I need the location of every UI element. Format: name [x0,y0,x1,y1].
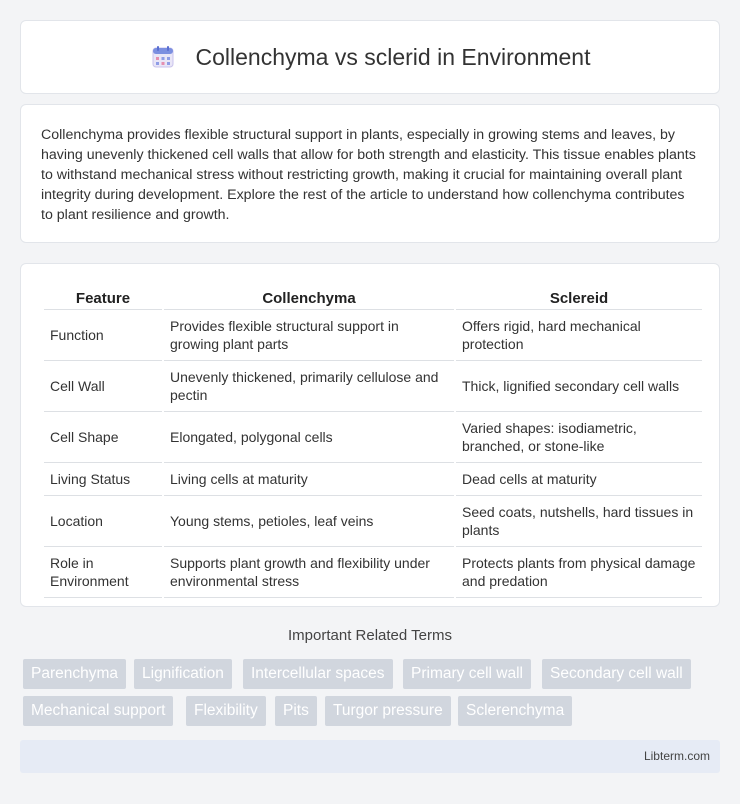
table-header-row [44,285,702,310]
table-cell: Dead cells at maturity [456,463,702,496]
tag-parenchyma[interactable]: Parenchyma [23,659,126,689]
table-cell: Cell Shape [44,412,162,463]
comparison-card [20,263,720,607]
table-cell: Unevenly thickened, primarily cellulose and pectin [164,361,454,412]
table-cell: Living cells at maturity [164,463,454,496]
table-cell: Living Status [44,463,162,496]
calendar-icon [150,44,176,70]
tag-sclerenchyma[interactable]: Sclerenchyma [458,696,572,726]
intro-text: Collenchyma provides flexible structural support in plants, especially in growing stems and leaves, by having unevenly thickened cell walls that allow for both strength and elasticity. This tissue enables plants to withstand mechanical stress without restricting growth, making it crucial for maintaining overall plant integrity during development. Explore the rest of the article to understand how collenchyma contributes to plant resilience and growth. [41,127,696,223]
header-card [20,20,720,94]
table-cell: Protects plants from physical damage and predation [456,547,702,598]
related-terms-title: Important Related Terms [288,627,452,644]
footer [20,740,720,773]
table-cell: Role in Environment [44,547,162,598]
tag-turgor-pressure[interactable]: Turgor pressure [325,696,451,726]
table-cell: Location [44,496,162,547]
tag-flexibility[interactable]: Flexibility [186,696,266,726]
table-row [44,310,702,361]
footer-link[interactable]: Libterm.com [643,749,710,763]
table-cell: Offers rigid, hard mechanical protection [456,310,702,361]
tag-primary-cell-wall[interactable]: Primary cell wall [403,659,531,689]
comparison-table [42,285,704,598]
tag-intercellular-spaces[interactable]: Intercellular spaces [243,659,393,689]
tag-mechanical-support[interactable]: Mechanical support [23,696,173,726]
tag-lignification[interactable]: Lignification [134,659,232,689]
header-collenchyma: Collenchyma [164,285,454,310]
table-cell: Thick, lignified secondary cell walls [456,361,702,412]
intro-card [20,104,720,243]
table-cell: Young stems, petioles, leaf veins [164,496,454,547]
table-cell: Cell Wall [44,361,162,412]
table-cell: Elongated, polygonal cells [164,412,454,463]
title-wrap [150,44,591,71]
table-row [44,547,702,598]
table-row [44,361,702,412]
table-cell: Varied shapes: isodiametric, branched, or stone-like [456,412,702,463]
table-cell: Provides flexible structural support in growing plant parts [164,310,454,361]
table-cell: Seed coats, nutshells, hard tissues in plants [456,496,702,547]
table-row [44,496,702,547]
table-row [44,463,702,496]
header-sclereid: Sclereid [456,285,702,310]
tag-pits[interactable]: Pits [275,696,317,726]
header-feature: Feature [44,285,162,310]
table-cell: Supports plant growth and flexibility under environmental stress [164,547,454,598]
table-cell: Function [44,310,162,361]
table-row [44,412,702,463]
page-title: Collenchyma vs sclerid in Environment [195,43,591,70]
tag-secondary-cell-wall[interactable]: Secondary cell wall [542,659,691,689]
